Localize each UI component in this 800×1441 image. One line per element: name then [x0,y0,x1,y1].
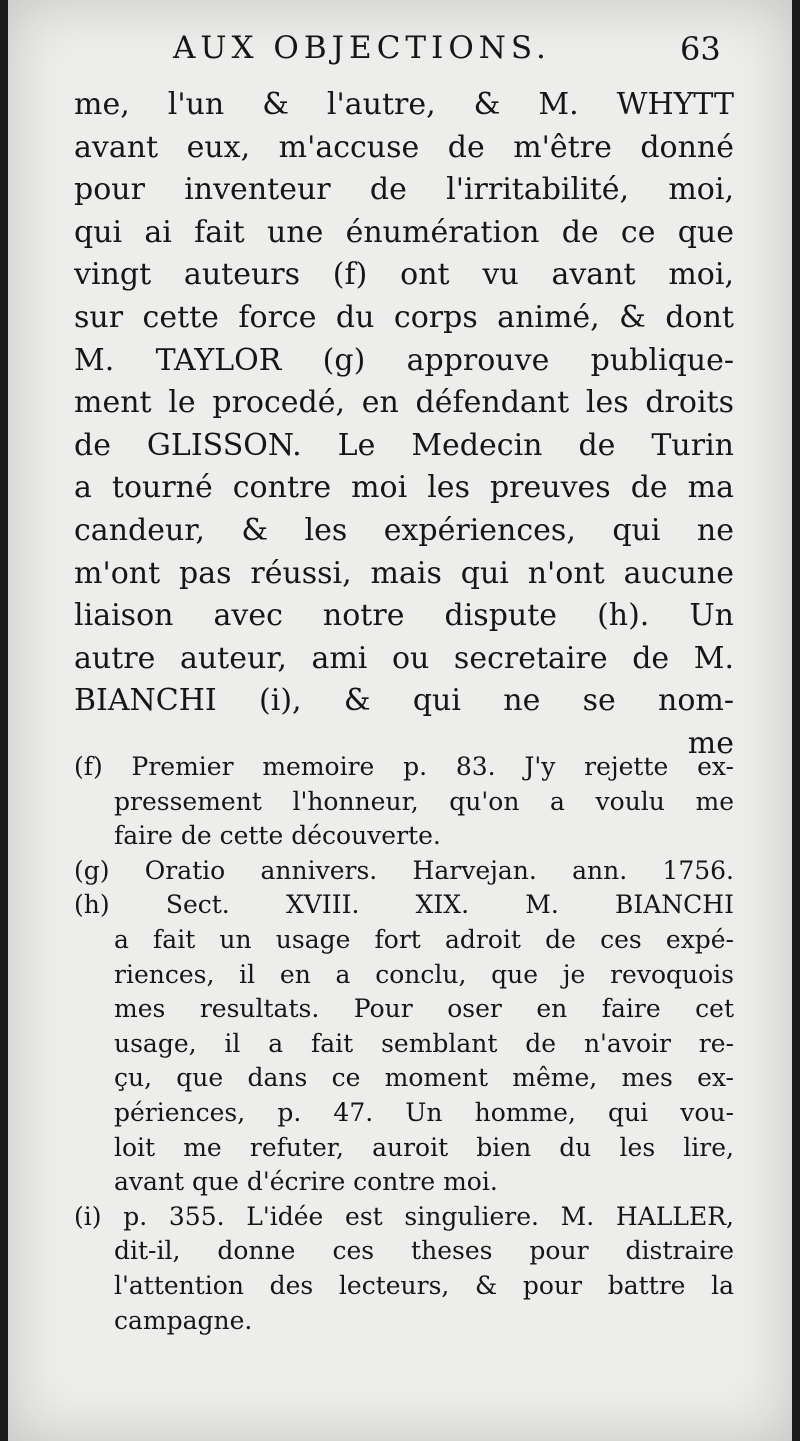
footnotes [74,750,734,1338]
text-line: pour inventeur de l'irritabilité, moi, [74,172,734,208]
footnote-i: (i) p. 355. L'idée est singuliere. M. HALLER, [74,1201,734,1231]
page-header [8,30,792,70]
footnote-line: a fait un usage fort adroit de ces expé- [114,924,734,954]
footnote-line: faire de cette découverte. [114,821,441,851]
text-line: de GLISSON. Le Medecin de Turin [74,427,734,463]
text-line: BIANCHI (i), & qui ne se nom- [74,683,734,719]
text-line: vingt auteurs (f) ont vu avant moi, [74,257,734,293]
footnote-line: campagne. [114,1305,253,1335]
text-line: m'ont pas réussi, mais qui n'ont aucune [74,555,734,591]
text-line: avant eux, m'accuse de m'être donné [74,129,734,165]
footnote-line: pressement l'honneur, qu'on a voulu me [114,786,734,816]
footnote-line: périences, p. 47. Un homme, qui vou- [114,1097,734,1127]
footnote-line: çu, que dans ce moment même, mes ex- [114,1063,734,1093]
text-line: liaison avec notre dispute (h). Un [74,598,734,634]
footnote-h: (h) Sect. XVIII. XIX. M. BIANCHI [74,890,734,920]
footnote-line: mes resultats. Pour oser en faire cet [114,994,734,1024]
running-head: AUX OBJECTIONS. [173,30,551,66]
footnote-line: l'attention des lecteurs, & pour battre la [114,1270,734,1300]
text-line: ment le procedé, en défendant les droits [74,385,734,421]
footnote-f: (f) Premier memoire p. 83. J'y rejette ex- [74,752,734,781]
footnote-line: loit me refuter, auroit bien du les lire, [114,1132,734,1162]
text-line: me, l'un & l'autre, & M. WHYTT [74,87,734,122]
footnote-line: avant que d'écrire contre moi. [114,1167,498,1197]
footnote-g: (g) Oratio annivers. Harvejan. ann. 1756. [74,855,734,885]
book-page [8,0,792,1441]
text-line: qui ai fait une énumération de ce que [74,214,734,250]
text-line: candeur, & les expériences, qui ne [74,512,734,548]
footnote-line: riences, il en a conclu, que je revoquois [114,959,734,989]
page-number: 63 [680,30,721,68]
text-line: a tourné contre moi les preuves de ma [74,470,734,506]
text-line: sur cette force du corps animé, & dont [74,299,734,335]
footnote-line: usage, il a fait semblant de n'avoir re- [114,1028,734,1058]
catchword: me [687,725,734,761]
text-line: autre auteur, ami ou secretaire de M. [74,640,734,676]
body-text [74,84,734,766]
footnote-line: dit-il, donne ces theses pour distraire [114,1236,734,1266]
text-line: M. TAYLOR (g) approuve publique- [74,342,734,378]
